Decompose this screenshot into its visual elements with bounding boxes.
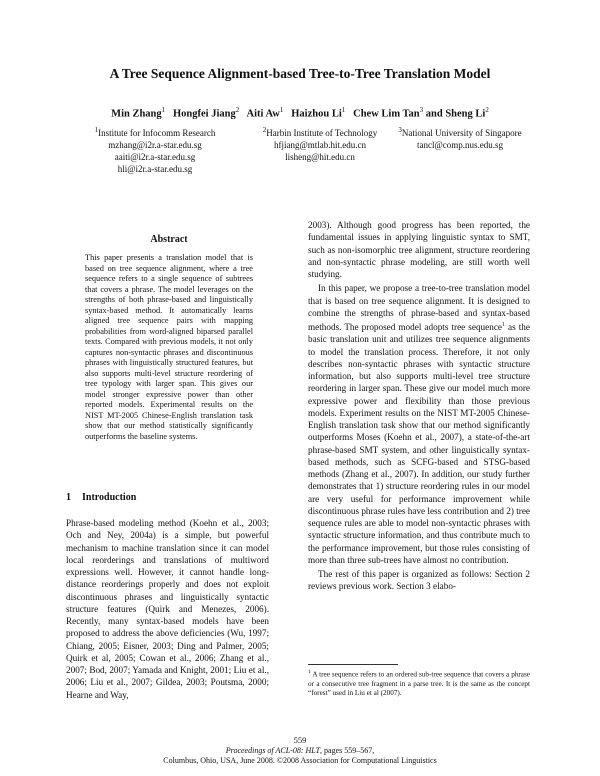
left-column-text bbox=[66, 517, 269, 701]
proceedings-footer bbox=[0, 746, 600, 765]
affiliation-2 bbox=[245, 124, 395, 163]
section-number: 1 bbox=[66, 492, 71, 503]
author-email: lisheng@hit.edu.cn bbox=[285, 152, 355, 162]
footnote bbox=[308, 668, 530, 698]
author-conjunction: and bbox=[425, 108, 443, 120]
abstract-body: This paper presents a translation model that is based on tree sequence alignment, where a tree sequence refers to a single sequence of subtrees that covers a phrase. The model leverages on the strengths of both phrase-based and linguistically syntax-based method. It automatically learns aligned tree sequence pairs with mapping probabilities from word-aligned biparsed parallel texts. Compared with previous models, it not only captures non-syntactic phrases and discontinuous phrases with linguistically structured features, but also supports multi-level structure reordering of tree typology with larger span. This gives our model stronger expressive power than other reported models. Experimental results on the NIST MT-2005 Chinese-English translation task show that our method statistically significantly outperforms the baseline systems. bbox=[85, 253, 253, 441]
abstract-heading: Abstract bbox=[150, 234, 188, 245]
affiliation-mark: 1 bbox=[94, 126, 99, 134]
footnote-marker: 1 bbox=[501, 322, 505, 328]
section-title: Introduction bbox=[82, 492, 137, 503]
author-affiliation-mark: 2 bbox=[235, 106, 240, 114]
paper-title: A Tree Sequence Alignment-based Tree-to-Tree Translation Model bbox=[109, 66, 491, 81]
body-paragraph: Phrase-based modeling method (Koehn et al., 2003; Och and Ney, 2004a) is a simple, but powerful mechanism to machine translation since it can model local reorderings and translations of multiword expressions well. However, it cannot handle long-distance reorderings properly and does not exploit discontinuous phrases and linguistically syntactic structure features (Quirk and Menezes, 2006). Recently, many syntax-based models have been proposed to address the above deficiencies (Wu, 1997; Chiang, 2005; Eisner, 2003; Ding and Palmer, 2005; Quirk et al, 2005; Cowan et al., 2006; Zhang et al., 2007; Bod, 2007; Yamada and Knight, 2001; Liu et al., 2006; Liu et al., 2007; Gildea, 2003; Poutsma, 2000; Hearne and Way, bbox=[66, 518, 269, 700]
author-email: hli@i2r.a-star.edu.sg bbox=[117, 164, 193, 174]
author-email: mzhang@i2r.a-star.edu.sg bbox=[108, 140, 202, 150]
author-name: Hongfei Jiang bbox=[173, 108, 236, 120]
author-list bbox=[0, 106, 600, 120]
page-number: 559 bbox=[293, 735, 307, 745]
author-name: Min Zhang bbox=[111, 108, 162, 120]
author-affiliation-mark: 1 bbox=[279, 106, 284, 114]
affiliation-name: National University of Singapore bbox=[401, 128, 522, 138]
author-affiliation-mark: 3 bbox=[419, 106, 424, 114]
affiliation-1 bbox=[65, 124, 245, 175]
paragraph-text: In this paper, we propose a tree-to-tree translation model that is based on tree sequence alignment. It is designed to combine the strengths of phrase-based and syntax-based methods. The proposed model adopts tree sequence bbox=[308, 283, 530, 333]
author-affiliation-mark: 1 bbox=[341, 106, 346, 114]
footnote-divider bbox=[308, 664, 398, 665]
author-name: Aiti Aw bbox=[246, 108, 280, 120]
footnote-number: 1 bbox=[308, 669, 311, 675]
author-affiliation-mark: 2 bbox=[485, 106, 489, 114]
affiliation-3 bbox=[380, 124, 540, 151]
author-email: aaiti@i2r.a-star.edu.sg bbox=[114, 152, 196, 162]
affiliation-name: Harbin Institute of Technology bbox=[266, 128, 378, 138]
affiliation-mark: 3 bbox=[398, 126, 402, 134]
author-affiliation-mark: 1 bbox=[161, 106, 166, 114]
copyright-line: Columbus, Ohio, USA, June 2008. ©2008 Association for Computational Linguistics bbox=[163, 755, 437, 765]
author-email: tancl@comp.nus.edu.sg bbox=[416, 140, 504, 150]
author-name: Chew Lim Tan bbox=[353, 108, 420, 120]
body-paragraph bbox=[308, 282, 530, 566]
body-paragraph: 2003). Although good progress has been reported, the fundamental issues in applying linguistic syntax to SMT, such as non-isomorphic tree alignment, structure reordering and non-syntactic phrase modeling, are still worth well studying. bbox=[308, 220, 530, 279]
section-heading bbox=[66, 492, 136, 503]
author-name: Haizhou Li bbox=[291, 108, 342, 120]
paragraph-text: as the basic translation unit and utilizes tree sequence alignments to model the translation process. Therefore, it not only describes non-syntactic phrases with syntactic structure information, but also supports multi-level tree structure reordering in larger span. These give our model much more expressive power and flexibility than those previous models. Experiment results on the NIST MT-2005 Chinese-English translation task show that our method significantly outperforms Moses (Koehn et al., 2007), a state-of-the-art phrase-based SMT system, and other linguistically syntax-based methods, such as SCFG-based and STSG-based methods (Zhang et al., 2007). In addition, our study further demonstrates that 1) structure reordering rules in our model are very useful for performance improvement while discontinuous phrase rules have less contribution and 2) tree sequence rules are able to model non-syntactic phrases with syntactic structure information, and thus contribute much to the performance improvement, but those rules consisting of more than three sub-trees have almost no contribution. bbox=[308, 322, 530, 565]
author-name: Sheng Li bbox=[445, 108, 486, 120]
affiliation-mark: 2 bbox=[262, 126, 267, 134]
author-email: hfjiang@mtlab.hit.edu.cn bbox=[273, 140, 367, 150]
proceedings-name: Proceedings of ACL-08: HLT bbox=[225, 746, 321, 755]
right-column-text bbox=[308, 219, 530, 593]
affiliation-name: Institute for Infocomm Research bbox=[98, 128, 216, 138]
body-paragraph: The rest of this paper is organized as follows: Section 2 reviews previous work. Section 3 elabo- bbox=[308, 569, 530, 592]
footnote-text: A tree sequence refers to an ordered sub-tree sequence that covers a phrase or a consecutive tree fragment in a parse tree. It is the same as the concept “forest” used in Liu et al (2007). bbox=[308, 670, 530, 697]
proceedings-pages: , pages 559–567, bbox=[320, 746, 375, 755]
